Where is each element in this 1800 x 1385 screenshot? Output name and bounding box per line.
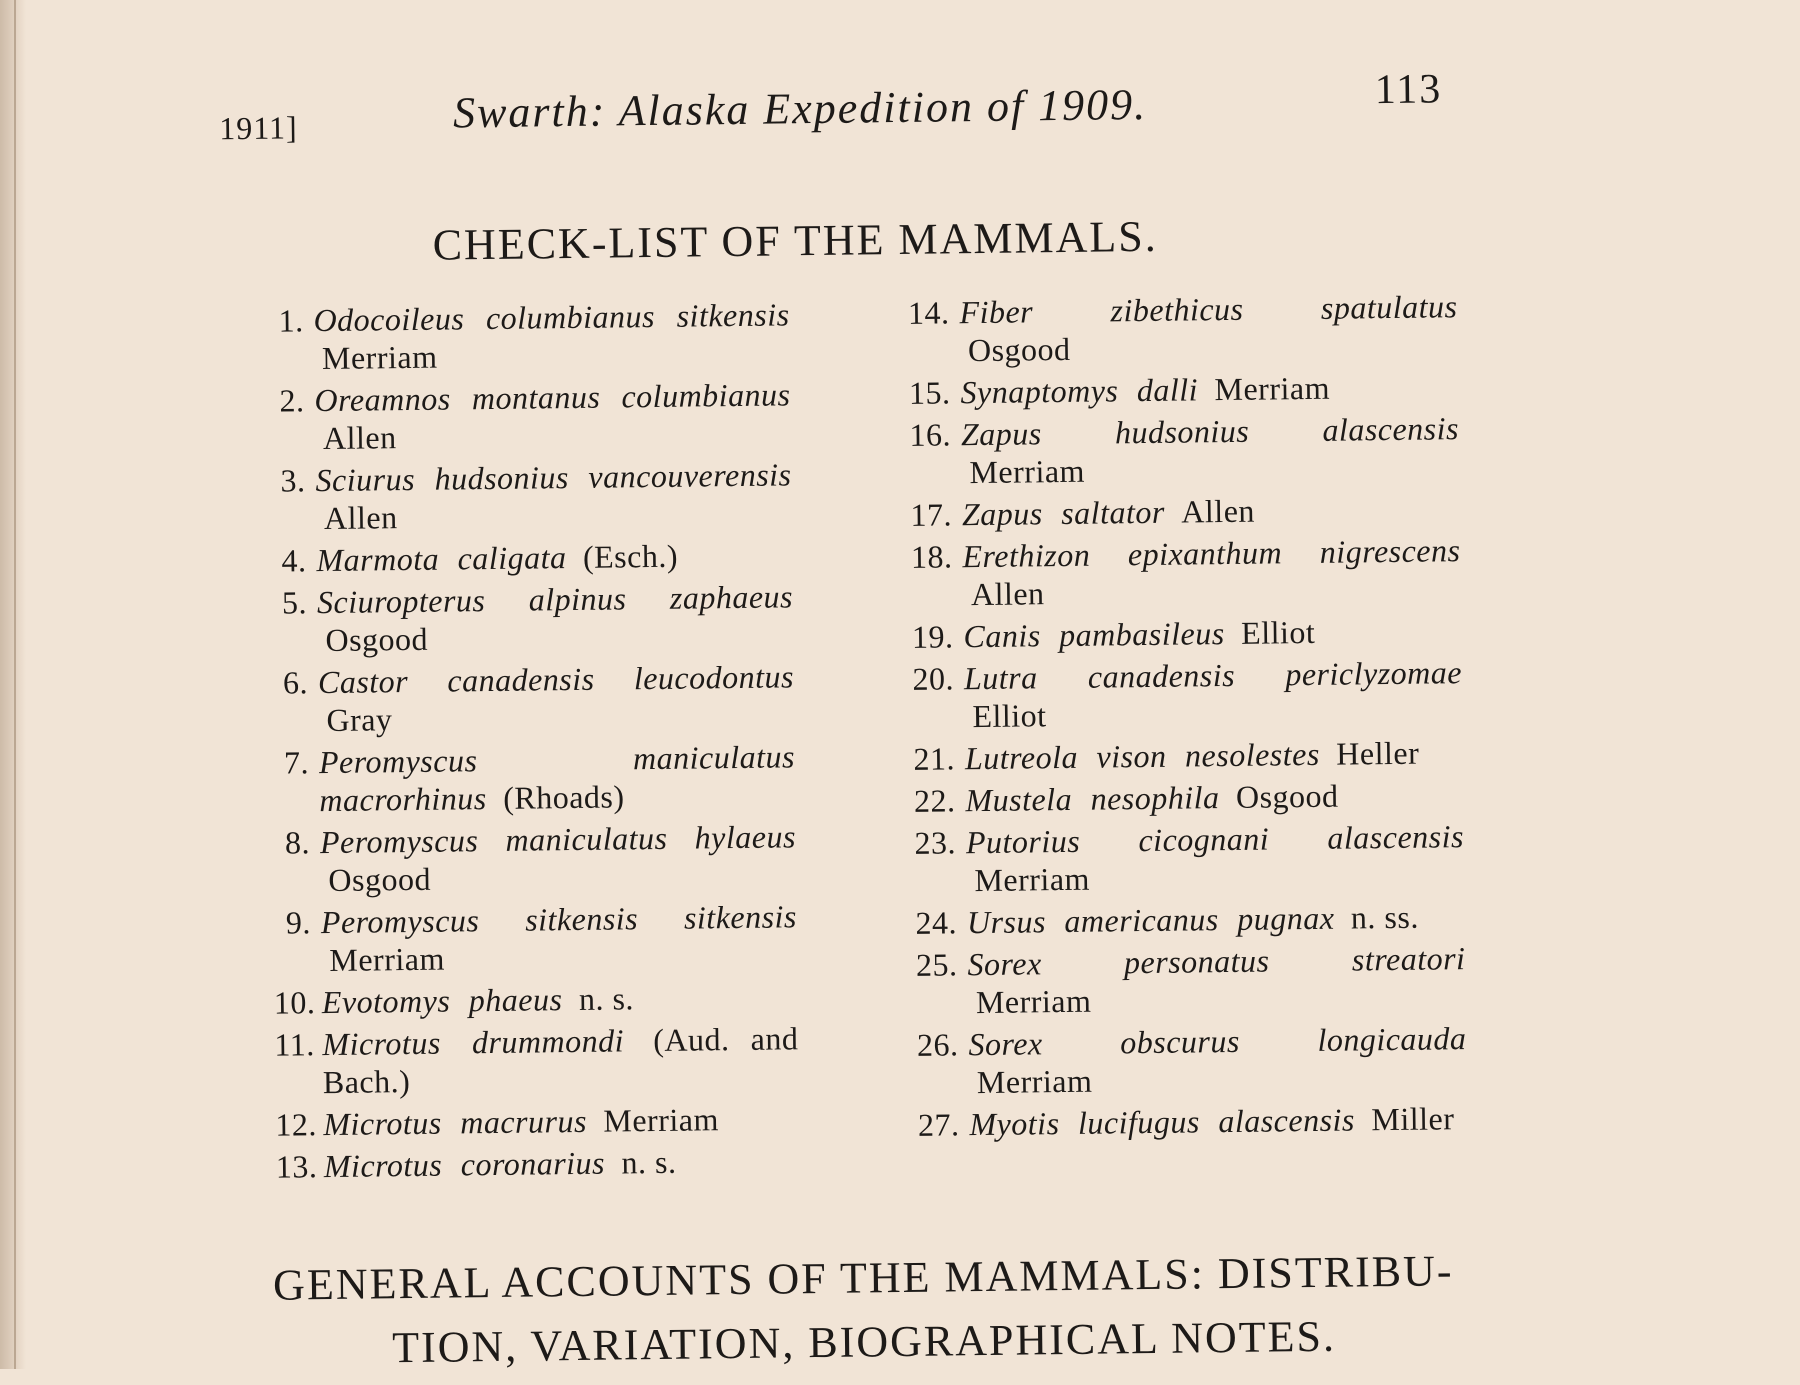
general-heading-line-1: GENERAL ACCOUNTS OF THE MAMMALS: DISTRIBU- (272, 1246, 1454, 1310)
entry-authority: n. s. (621, 1143, 677, 1181)
entry-authority: Allen (970, 575, 1045, 613)
entry-authority: Heller (1336, 734, 1420, 772)
checklist-right-column (867, 287, 1467, 1148)
entry-scientific-name: Peromyscus sitkensis sitkensis (320, 898, 798, 941)
checklist-entry (869, 409, 1460, 492)
entry-number: 23. (914, 824, 957, 861)
entry-scientific-name: Peromyscus maniculatus hylaeus (319, 818, 797, 861)
entry-number: 22. (913, 782, 956, 819)
entry-number: 2. (279, 382, 305, 419)
entry-authority: (Rhoads) (502, 778, 625, 816)
entry-number: 19. (911, 618, 954, 655)
checklist-entry (875, 939, 1466, 1022)
checklist-left-column (229, 295, 800, 1190)
checklist-entry (234, 657, 795, 740)
entry-authority: Merriam (603, 1101, 720, 1139)
checklist-entry (873, 775, 1463, 820)
entry-number: 8. (284, 824, 311, 861)
entry-scientific-name: Sorex obscurus longicauda (968, 1020, 1467, 1063)
entry-number: 11. (274, 1026, 315, 1063)
running-head-year: 1911] (218, 109, 298, 147)
checklist-entry (877, 1099, 1467, 1144)
entry-authority: Merriam (969, 452, 1086, 491)
entry-scientific-name: Sciurus hudsonius vancouverensis (315, 456, 792, 499)
entry-number: 13. (275, 1148, 318, 1185)
entry-scientific-name: Zapus hudsonius alascensis (960, 410, 1460, 453)
entry-authority: (Esch.) (582, 537, 679, 575)
entry-scientific-name: Mustela nesophila (965, 779, 1220, 819)
entry-scientific-name: Synaptomys dalli (960, 371, 1199, 411)
entry-scientific-name: Sorex personatus streatori (967, 940, 1466, 983)
entry-scientific-name: Ursus americanus pugnax (966, 899, 1335, 941)
entry-authority: Merriam (975, 982, 1092, 1021)
entry-number: 17. (910, 496, 953, 533)
entry-number: 25. (915, 946, 958, 983)
entry-number: 4. (281, 542, 307, 579)
entry-scientific-name: Canis pambasileus (963, 615, 1225, 655)
entry-scientific-name: Marmota caligata (316, 539, 567, 579)
entry-number: 10. (273, 984, 316, 1021)
general-accounts-heading (243, 1239, 1484, 1382)
checklist-entry (873, 733, 1463, 778)
checklist-entry (238, 977, 798, 1022)
section-title: CHECK-LIST OF THE MAMMALS. (432, 211, 1159, 270)
entry-number: 6. (282, 664, 309, 701)
entry-authority: Osgood (967, 330, 1071, 369)
entry-authority: Osgood (328, 860, 432, 898)
entry-authority: Miller (1371, 1100, 1455, 1138)
entry-authority: Merriam (976, 1062, 1093, 1101)
entry-authority: Allen (1181, 492, 1256, 530)
running-head-title: Swarth: Alaska Expedition of 1909. (452, 79, 1148, 138)
checklist-entry (235, 737, 796, 820)
checklist-entry (876, 1019, 1467, 1102)
entry-scientific-name: Microtus macrurus (323, 1102, 588, 1143)
entry-number: 21. (913, 740, 956, 777)
entry-scientific-name: Castor canadensis leucodontus (317, 658, 795, 701)
entry-number: 12. (275, 1106, 318, 1143)
entry-authority: Osgood (325, 620, 429, 659)
checklist-entry (238, 1019, 799, 1102)
entry-scientific-name: Oreamnos montanus columbianus (314, 376, 791, 419)
checklist-entry (233, 577, 794, 660)
entry-authority: Allen (322, 419, 397, 457)
entry-number: 20. (912, 660, 955, 697)
entry-number: 27. (917, 1106, 960, 1143)
checklist-entry (240, 1141, 800, 1186)
checklist-entry (870, 531, 1461, 614)
page-number: 113 (1374, 66, 1443, 114)
entry-number: 24. (915, 904, 958, 941)
entry-authority: Gray (326, 701, 393, 739)
entry-number: 3. (280, 462, 306, 499)
general-heading-line-2: TION, VARIATION, BIOGRAPHICAL NOTES. (391, 1311, 1337, 1373)
entry-authority: Merriam (974, 860, 1091, 899)
entry-authority: Merriam (321, 338, 438, 377)
checklist-entry (875, 897, 1465, 942)
entry-scientific-name: Sciuropterus alpinus zaphaeus (316, 578, 794, 621)
entry-scientific-name: Microtus coronarius (323, 1144, 606, 1185)
entry-scientific-name: Lutra canadensis periclyzomae (963, 654, 1463, 697)
entry-authority: n. s. (578, 980, 635, 1017)
entry-number: 9. (285, 904, 312, 941)
checklist-entry (232, 535, 792, 580)
checklist-entry (231, 455, 792, 538)
entry-authority: Elliot (1240, 613, 1316, 651)
entry-number: 5. (281, 584, 308, 621)
entry-scientific-name: Zapus saltator (961, 493, 1166, 533)
checklist-entry (868, 367, 1458, 412)
entry-authority: Allen (323, 499, 398, 537)
checklist-entry (872, 653, 1463, 736)
entry-scientific-name: Myotis lucifugus alascensis (969, 1101, 1356, 1143)
checklist-entry (237, 897, 798, 980)
checklist-entry (871, 611, 1461, 656)
entry-number: 26. (916, 1026, 959, 1063)
entry-authority: Elliot (972, 697, 1047, 735)
entry-number: 15. (908, 374, 951, 411)
entry-authority: Merriam (329, 940, 446, 978)
entry-number: 14. (907, 294, 950, 331)
entry-scientific-name: Lutreola vison nesolestes (964, 735, 1320, 777)
entry-scientific-name: Microtus drummondi (322, 1022, 625, 1063)
entry-authority: Osgood (1235, 777, 1339, 815)
checklist-entry (236, 817, 797, 900)
entry-scientific-name: Putorius cicognani alascensis (965, 818, 1465, 861)
checklist-entry (230, 375, 791, 458)
checklist-entry (867, 287, 1458, 370)
checklist-entry (874, 817, 1465, 900)
entry-scientific-name: Erethizon epixanthum nigrescens (962, 532, 1461, 575)
entry-scientific-name: Evotomys phaeus (321, 981, 563, 1021)
entry-number: 7. (283, 744, 310, 781)
entry-authority: (Aud. and Bach.) (322, 1020, 799, 1101)
entry-number: 16. (909, 416, 952, 453)
entry-authority: Merriam (1214, 369, 1331, 408)
entry-number: 18. (910, 538, 953, 575)
entry-number: 1. (278, 302, 304, 339)
entry-scientific-name: Fiber zibethicus spatulatus (959, 288, 1458, 331)
checklist-entry (229, 295, 790, 378)
entry-scientific-name: Odocoileus columbianus sitkensis (313, 296, 790, 339)
checklist-entry (870, 489, 1460, 534)
checklist-entry (239, 1099, 799, 1144)
entry-authority: n. ss. (1350, 898, 1420, 936)
entry-scientific-name: Peromyscus maniculatus macrorhinus (318, 738, 796, 819)
